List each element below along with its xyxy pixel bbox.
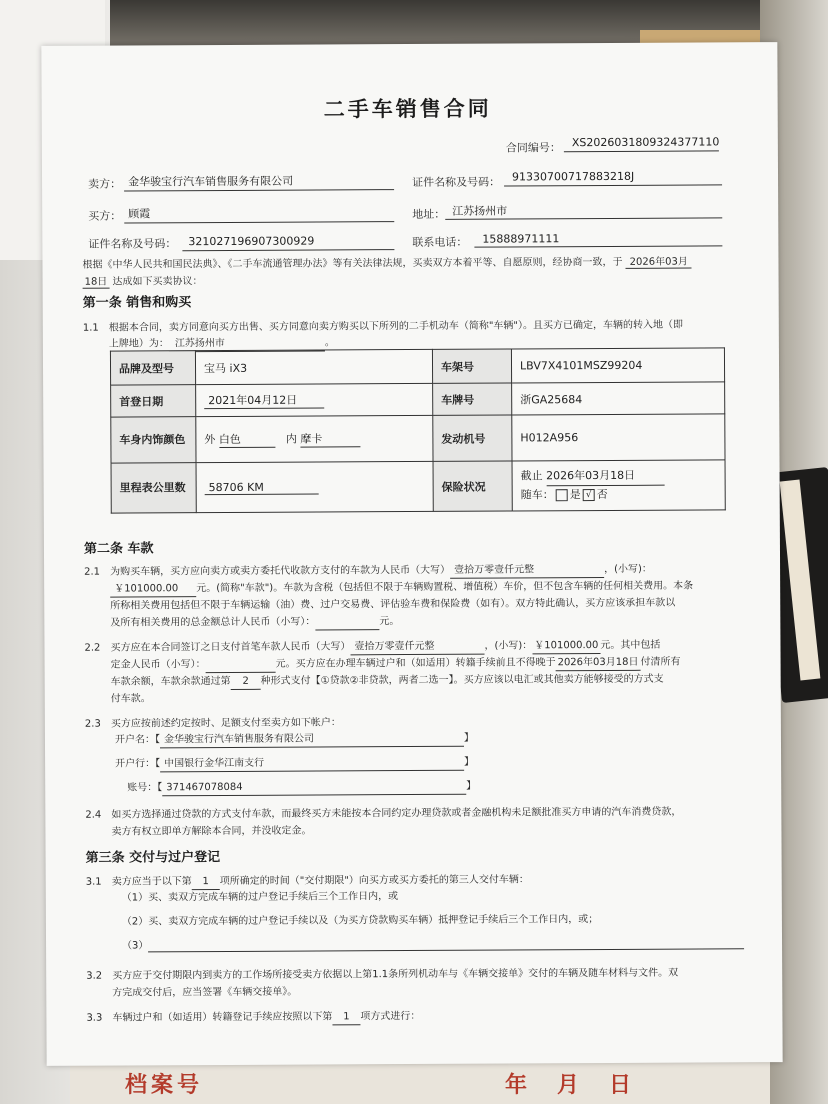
section-1-title: 第一条 销售和购买	[82, 295, 192, 311]
phone-value: 15888971111	[482, 232, 560, 246]
buyer-label: 买方：	[88, 209, 122, 223]
color-label: 车身内饰颜色	[111, 417, 196, 463]
address-label: 地址：	[412, 207, 446, 221]
insurance-yes-checkbox	[556, 489, 568, 501]
buyer-value: 顾霞	[128, 207, 151, 221]
buyer-id-underline	[182, 249, 394, 251]
clause-2-1-line2: ￥101000.00 元。(简称"车款")。车款为含税（包括但不限于车辆购置税、增值税）车价，但不包含车辆的任何相关费用。本条	[110, 580, 693, 598]
reg-date-label: 首登日期	[111, 385, 196, 417]
table-row	[111, 382, 725, 417]
clause-3-3-number: 3.3	[86, 1012, 103, 1024]
clause-2-1-line4: 及所有相关费用的总金额总计人民币（小写）： 元。	[110, 616, 400, 629]
buyer-id-value: 321027196907300929	[188, 234, 315, 249]
engine-label: 发动机号	[433, 415, 512, 461]
plate-label: 车牌号	[433, 383, 512, 415]
insurance-until: 2026年03月18日	[546, 467, 664, 487]
section-2-title: 第二条 车款	[83, 541, 154, 557]
clause-2-2-line4: 付车款。	[110, 693, 151, 705]
clause-2-3-number: 2.3	[84, 718, 101, 730]
clause-3-3-line1: 车辆过户和（如适用）转籍登记手续应按照以下第 1 项方式进行：	[112, 1010, 421, 1024]
plate-value: 浙GA25684	[512, 382, 725, 415]
insurance-cell: 截止 2026年03月18日 随车： 是 √ 否	[512, 460, 725, 511]
section-3-title: 第三条 交付与过户登记	[85, 850, 221, 866]
clause-3-2-number: 3.2	[86, 970, 103, 982]
clause-1-1-number: 1.1	[82, 322, 99, 334]
interior-color: 摩卡	[300, 430, 360, 447]
clause-1-1-line2: 上牌地）为： 江苏扬州市 。	[109, 336, 335, 352]
insurance-no-checkbox: √	[583, 489, 595, 501]
phone-underline	[474, 245, 722, 247]
mileage-value: 58706 KM	[205, 480, 319, 495]
reg-date-value: 2021年04月12日	[204, 391, 324, 409]
clause-2-2-line2: 定金人民币（小写）： 元。买方应在办理车辆过户和（如适用）转籍手续前且不得晚于 2026年03月18日 付清所有	[111, 656, 681, 674]
account-name-row: 开户名：【 金华骏宝行汽车销售服务有限公司 】	[115, 732, 474, 749]
color-cell: 外 白色 内 摩卡	[196, 415, 433, 462]
seller-label: 卖方：	[88, 177, 122, 191]
address-underline	[445, 217, 722, 219]
clause-3-2-line2: 方完成交付后，应当签署《车辆交接单》。	[112, 986, 298, 999]
contract-no-underline	[564, 150, 719, 152]
seller-id-underline	[504, 184, 722, 186]
mileage-label: 里程表公里数	[111, 463, 196, 513]
reg-date-cell	[196, 383, 433, 416]
preamble-line2: 18日 达成如下买卖协议：	[84, 276, 203, 288]
first-payment-figure: ￥101000.00	[532, 639, 600, 654]
preamble-date-1: 2026年03月	[626, 257, 692, 269]
archive-date-label: 年 月 日	[505, 1072, 636, 1098]
final-payment-date: 2026年03月18日	[556, 656, 641, 671]
clause-2-4-line1: 如买方选择通过贷款的方式支付车款，而最终买方未能按本合同约定办理贷款或者金融机构未足额批准买方申请的汽车消费贷款，	[111, 806, 682, 821]
exterior-color: 白色	[219, 431, 275, 448]
vin-value: LBV7X4101MSZ99204	[511, 348, 724, 383]
clause-2-1-line1: 为购买车辆，买方应向卖方或卖方委托代收款方支付的车款为人民币（大写） 壹拾万零壹仟元整 ，(小写)：	[110, 563, 652, 578]
account-bank-value: 中国银行金华江南支行	[160, 756, 464, 773]
mileage-cell	[196, 461, 433, 512]
price-words: 壹拾万零壹仟元整	[450, 563, 604, 579]
vin-label: 车架号	[432, 349, 511, 383]
clause-2-2-line1: 买方应在本合同签订之日支付首笔车款人民币（大写） 壹拾万零壹仟元整 ，(小写)： ￥101000.00 元。其中包括	[110, 639, 661, 654]
delivery-option-3-underline	[148, 948, 744, 952]
clause-2-1-line3: 所称相关费用包括但不限于车辆运输（油）费、过户交易费、评估验车费和保险费（如有）。双方特此确认，买方应该承担车款以	[110, 597, 676, 612]
table-row	[111, 460, 725, 513]
seller-id-value: 91330700717883218J	[511, 169, 635, 184]
clause-3-2-line1: 买方应于交付期限内到卖方的工作场所接受卖方依据以上第1.1条所列机动车与《车辆交接单》交付的车辆及随车材料与文件。双	[112, 967, 679, 982]
preamble-date-2: 18日	[83, 277, 110, 289]
clause-1-1-line1: 根据本合同，卖方同意向买方出售、买方同意向卖方购买以下所列的二手机动车（简称"车辆"）。且买方已确定，车辆的转入地（即	[108, 319, 684, 334]
contract-no-value: XS20260318093243771​10	[571, 135, 720, 150]
delivery-option-1: （1）买、卖双方完成车辆的过户登记手续后三个工作日内，或	[121, 891, 399, 904]
archive-label: 档案号	[125, 1072, 204, 1098]
account-number-value: 371467078084	[162, 780, 466, 797]
clause-3-1-line1: 卖方应当于以下第 1 项所确定的时间（"交付期限"）向买方或买方委托的第三人交付车辆：	[112, 873, 529, 890]
account-bank-row: 开户行：【 中国银行金华江南支行 】	[115, 756, 474, 773]
clause-2-4-number: 2.4	[85, 809, 102, 821]
address-value: 江苏扬州市	[452, 204, 508, 218]
first-payment-words: 壹拾万零壹仟元整	[350, 640, 484, 656]
clause-3-1-number: 3.1	[85, 876, 102, 888]
clause-2-4-line2: 卖方有权立即单方解除本合同，并没收定金。	[111, 825, 312, 838]
clause-2-1-number: 2.1	[84, 566, 101, 578]
table-row	[110, 348, 724, 385]
seller-underline	[124, 189, 394, 191]
clause-2-2-line3: 车款余额，车款余款通过第 2 种形式支付【①贷款②非贷款，两者二选一】。买方应该以电汇或其他卖方能够接受的方式支	[111, 673, 664, 691]
transfer-place: 江苏扬州市	[169, 336, 325, 352]
contract-no-label: 合同编号：	[505, 141, 561, 155]
contract-page	[41, 42, 782, 1066]
buyer-id-label: 证件名称及号码：	[88, 237, 177, 251]
payment-mode: 2	[231, 675, 261, 690]
account-name-value: 金华骏宝行汽车销售服务有限公司	[160, 732, 464, 749]
delivery-option-3: （3）	[122, 940, 149, 952]
table-row	[111, 414, 725, 463]
vehicle-info-table	[110, 347, 726, 513]
contract-title: 二手车销售合同	[323, 95, 492, 122]
account-number-row: 账号：【 371467078084 】	[127, 780, 476, 797]
delivery-option-2: （2）买、卖双方完成车辆的过户登记手续以及（为买方贷款购买车辆）抵押登记手续后三个工作日内，或；	[121, 914, 599, 928]
phone-label: 联系电话：	[412, 235, 468, 249]
seller-value: 金华骏宝行汽车销售服务有限公司	[128, 174, 294, 189]
transfer-item: 1	[332, 1010, 360, 1025]
insurance-label: 保险状况	[433, 461, 512, 511]
engine-value: H012A956	[512, 414, 725, 461]
brand-value: 宝马 iX3	[195, 349, 432, 384]
buyer-underline	[124, 221, 394, 223]
seller-id-label: 证件名称及号码：	[412, 175, 501, 189]
price-figure: ￥101000.00	[110, 582, 196, 597]
preamble-line1: 根据《中华人民共和国民法典》、《二手车流通管理办法》等有关法律法规，买卖双方本着平等、自愿原则，经协商一致，于 2026年03月	[82, 256, 691, 273]
clause-2-2-number: 2.2	[84, 642, 101, 654]
brand-label: 品牌及型号	[110, 351, 195, 385]
clause-2-3-line1: 买方应按前述约定按时、足额支付至卖方如下帐户：	[110, 717, 341, 730]
delivery-item: 1	[192, 875, 220, 890]
